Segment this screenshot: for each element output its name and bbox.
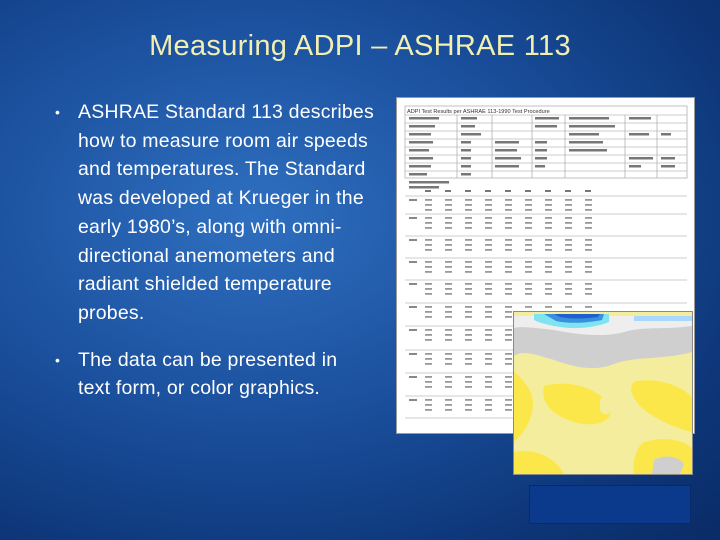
table-cell-mark	[485, 334, 492, 336]
bullet-item	[55, 98, 375, 328]
table-cell-mark	[565, 261, 572, 263]
table-cell-mark	[585, 222, 592, 224]
table-cell-mark	[485, 399, 492, 401]
table-cell-mark	[585, 266, 592, 268]
table-cell-mark	[425, 376, 432, 378]
table-cell-mark	[565, 204, 572, 206]
table-cell-mark	[425, 227, 432, 229]
table-cell-mark	[525, 271, 532, 273]
table-cell-mark	[445, 293, 452, 295]
table-cell-mark	[485, 283, 492, 285]
table-cell-mark	[425, 334, 432, 336]
table-cell-mark	[505, 261, 512, 263]
table-cell-mark	[445, 217, 452, 219]
table-cell-mark	[485, 239, 492, 241]
table-cell-mark	[425, 306, 432, 308]
table-cell-mark	[545, 261, 552, 263]
table-cell-mark	[525, 266, 532, 268]
table-cell-mark	[505, 239, 512, 241]
table-cell-mark	[565, 283, 572, 285]
bullet-dot-icon: •	[55, 351, 61, 368]
table-cell-mark	[525, 293, 532, 295]
table-cell-mark	[425, 404, 432, 406]
table-cell-mark	[425, 339, 432, 341]
table-cell-mark	[525, 261, 532, 263]
table-cell-mark	[485, 288, 492, 290]
table-cell-mark	[465, 204, 472, 206]
table-cell-mark	[545, 266, 552, 268]
bullet-text: The data can be presented in text form, or color graphics.	[78, 348, 338, 400]
table-cell-mark	[445, 249, 452, 251]
table-cell-mark	[585, 227, 592, 229]
table-cell-mark	[485, 409, 492, 411]
table-cell-mark	[465, 283, 472, 285]
table-cell-mark	[425, 386, 432, 388]
table-cell-mark	[465, 386, 472, 388]
table-cell-mark	[465, 199, 472, 201]
table-cell-mark	[545, 209, 552, 211]
table-cell-mark	[585, 261, 592, 263]
table-cell-mark	[485, 266, 492, 268]
table-cell-mark	[485, 339, 492, 341]
table-cell-mark	[465, 227, 472, 229]
table-cell-mark	[425, 217, 432, 219]
table-cell-mark	[525, 222, 532, 224]
table-cell-mark	[485, 306, 492, 308]
table-cell-mark	[485, 209, 492, 211]
table-cell-mark	[565, 271, 572, 273]
table-cell-mark	[485, 358, 492, 360]
table-cell-mark	[445, 358, 452, 360]
table-cell-mark	[445, 386, 452, 388]
table-cell-mark	[585, 239, 592, 241]
table-cell-mark	[425, 409, 432, 411]
table-cell-mark	[585, 271, 592, 273]
table-cell-mark	[505, 222, 512, 224]
table-cell-mark	[465, 339, 472, 341]
table-cell-mark	[485, 204, 492, 206]
table-cell-mark	[425, 363, 432, 365]
bullet-list	[55, 98, 375, 403]
table-cell-mark	[565, 222, 572, 224]
table-cell-mark	[445, 381, 452, 383]
table-cell-mark	[425, 222, 432, 224]
table-cell-mark	[425, 288, 432, 290]
table-cell-mark	[585, 288, 592, 290]
table-cell-mark	[585, 293, 592, 295]
table-cell-mark	[525, 283, 532, 285]
table-cell-mark	[545, 204, 552, 206]
table-cell-mark	[525, 217, 532, 219]
contour-plot-image	[513, 311, 693, 475]
table-cell-mark	[465, 363, 472, 365]
table-cell-mark	[505, 249, 512, 251]
table-cell-mark	[525, 227, 532, 229]
table-cell-mark	[545, 227, 552, 229]
table-cell-mark	[505, 293, 512, 295]
table-cell-mark	[525, 239, 532, 241]
table-cell-mark	[465, 358, 472, 360]
dark-rectangle	[529, 485, 691, 524]
table-cell-mark	[505, 353, 512, 355]
table-cell-mark	[545, 288, 552, 290]
table-cell-mark	[505, 339, 512, 341]
table-cell-mark	[545, 249, 552, 251]
table-cell-mark	[445, 288, 452, 290]
table-cell-mark	[485, 363, 492, 365]
table-cell-mark	[425, 266, 432, 268]
table-cell-mark	[585, 249, 592, 251]
table-cell-mark	[485, 199, 492, 201]
table-cell-mark	[525, 249, 532, 251]
table-cell-mark	[425, 353, 432, 355]
table-cell-mark	[505, 376, 512, 378]
table-cell-mark	[585, 199, 592, 201]
table-cell-mark	[505, 329, 512, 331]
table-cell-mark	[545, 222, 552, 224]
table-cell-mark	[585, 204, 592, 206]
table-cell-mark	[485, 244, 492, 246]
table-cell-mark	[585, 244, 592, 246]
table-cell-mark	[525, 199, 532, 201]
table-cell-mark	[505, 311, 512, 313]
table-cell-mark	[425, 239, 432, 241]
table-cell-mark	[505, 266, 512, 268]
table-cell-mark	[545, 217, 552, 219]
table-cell-mark	[465, 261, 472, 263]
table-cell-mark	[565, 288, 572, 290]
table-cell-mark	[465, 329, 472, 331]
table-cell-mark	[505, 334, 512, 336]
bullet-dot-icon: •	[55, 104, 61, 120]
table-cell-mark	[445, 376, 452, 378]
table-cell-mark	[445, 363, 452, 365]
table-cell-mark	[565, 266, 572, 268]
table-cell-mark	[465, 244, 472, 246]
table-cell-mark	[465, 239, 472, 241]
table-cell-mark	[545, 306, 552, 308]
table-cell-mark	[485, 376, 492, 378]
table-cell-mark	[505, 404, 512, 406]
table-cell-mark	[525, 204, 532, 206]
table-cell-mark	[425, 381, 432, 383]
table-cell-mark	[485, 293, 492, 295]
slide-title: Measuring ADPI – ASHRAE 113	[149, 30, 571, 62]
table-cell-mark	[445, 404, 452, 406]
table-cell-mark	[585, 217, 592, 219]
table-cell-mark	[565, 239, 572, 241]
table-cell-mark	[545, 271, 552, 273]
table-cell-mark	[445, 204, 452, 206]
table-cell-mark	[465, 306, 472, 308]
table-cell-mark	[425, 271, 432, 273]
table-cell-mark	[585, 283, 592, 285]
table-cell-mark	[465, 311, 472, 313]
table-cell-mark	[485, 404, 492, 406]
table-cell-mark	[545, 283, 552, 285]
table-cell-mark	[485, 353, 492, 355]
table-cell-mark	[565, 199, 572, 201]
table-cell-mark	[425, 358, 432, 360]
table-cell-mark	[425, 244, 432, 246]
table-cell-mark	[465, 381, 472, 383]
table-cell-mark	[445, 399, 452, 401]
table-cell-mark	[585, 306, 592, 308]
table-cell-mark	[485, 381, 492, 383]
table-cell-mark	[445, 316, 452, 318]
table-cell-mark	[445, 311, 452, 313]
table-cell-mark	[445, 283, 452, 285]
bullet-item	[55, 346, 375, 403]
table-cell-mark	[465, 222, 472, 224]
table-cell-mark	[505, 386, 512, 388]
table-cell-mark	[425, 399, 432, 401]
table-cell-mark	[505, 283, 512, 285]
bullet-text: ASHRAE Standard 113 describes how to measure room air speeds and temperatures. The Standard was developed at Krueger in the early 1980’s, along with omni-directional anemometers and radiant shielded temperature probes.	[78, 101, 374, 324]
table-cell-mark	[545, 239, 552, 241]
table-cell-mark	[465, 353, 472, 355]
table-cell-mark	[565, 217, 572, 219]
table-cell-mark	[445, 306, 452, 308]
table-cell-mark	[445, 261, 452, 263]
table-cell-mark	[505, 209, 512, 211]
table-cell-mark	[425, 209, 432, 211]
table-cell-mark	[505, 363, 512, 365]
table-cell-mark	[565, 306, 572, 308]
table-cell-mark	[485, 311, 492, 313]
table-cell-mark	[485, 227, 492, 229]
table-cell-mark	[505, 306, 512, 308]
table-cell-mark	[525, 288, 532, 290]
table-cell-mark	[505, 288, 512, 290]
table-cell-mark	[465, 334, 472, 336]
table-cell-mark	[545, 293, 552, 295]
table-cell-mark	[445, 409, 452, 411]
table-cell-mark	[445, 353, 452, 355]
table-cell-mark	[445, 199, 452, 201]
table-cell-mark	[485, 386, 492, 388]
table-cell-mark	[445, 339, 452, 341]
table-cell-mark	[585, 209, 592, 211]
table-cell-mark	[425, 204, 432, 206]
table-cell-mark	[565, 209, 572, 211]
table-cell-mark	[505, 217, 512, 219]
table-cell-mark	[445, 222, 452, 224]
table-cell-mark	[505, 271, 512, 273]
table-cell-mark	[565, 293, 572, 295]
table-cell-mark	[545, 199, 552, 201]
table-cell-mark	[445, 239, 452, 241]
table-cell-mark	[525, 306, 532, 308]
table-cell-mark	[485, 217, 492, 219]
table-cell-mark	[465, 288, 472, 290]
table-cell-mark	[465, 249, 472, 251]
table-cell-mark	[505, 316, 512, 318]
table-cell-mark	[425, 199, 432, 201]
report-heading: ADPI Test Results per ASHRAE 113-1990 Test Procedure	[407, 109, 550, 115]
table-cell-mark	[465, 271, 472, 273]
table-cell-mark	[505, 358, 512, 360]
table-cell-mark	[445, 227, 452, 229]
table-cell-mark	[445, 266, 452, 268]
table-cell-mark	[445, 334, 452, 336]
table-cell-mark	[525, 209, 532, 211]
table-cell-mark	[425, 316, 432, 318]
table-cell-mark	[465, 399, 472, 401]
table-cell-mark	[425, 293, 432, 295]
table-cell-mark	[465, 217, 472, 219]
table-cell-mark	[485, 329, 492, 331]
table-cell-mark	[425, 311, 432, 313]
table-cell-mark	[465, 209, 472, 211]
table-cell-mark	[485, 261, 492, 263]
table-cell-mark	[485, 271, 492, 273]
table-cell-mark	[565, 227, 572, 229]
table-cell-mark	[505, 227, 512, 229]
table-cell-mark	[505, 399, 512, 401]
table-cell-mark	[505, 204, 512, 206]
table-cell-mark	[425, 283, 432, 285]
table-cell-mark	[465, 376, 472, 378]
table-cell-mark	[505, 409, 512, 411]
table-cell-mark	[465, 266, 472, 268]
table-cell-mark	[505, 199, 512, 201]
air-speed-contour-graphic	[514, 312, 692, 474]
table-cell-mark	[445, 209, 452, 211]
table-cell-mark	[445, 271, 452, 273]
table-cell-mark	[465, 316, 472, 318]
table-cell-mark	[425, 249, 432, 251]
table-cell-mark	[425, 329, 432, 331]
table-cell-mark	[465, 409, 472, 411]
table-cell-mark	[505, 244, 512, 246]
table-cell-mark	[425, 261, 432, 263]
table-cell-mark	[525, 244, 532, 246]
table-cell-mark	[485, 249, 492, 251]
table-cell-mark	[545, 244, 552, 246]
table-cell-mark	[445, 244, 452, 246]
table-cell-mark	[485, 316, 492, 318]
table-cell-mark	[445, 329, 452, 331]
table-cell-mark	[465, 293, 472, 295]
table-cell-mark	[485, 222, 492, 224]
table-cell-mark	[565, 244, 572, 246]
table-cell-mark	[505, 381, 512, 383]
table-cell-mark	[565, 249, 572, 251]
table-cell-mark	[465, 404, 472, 406]
